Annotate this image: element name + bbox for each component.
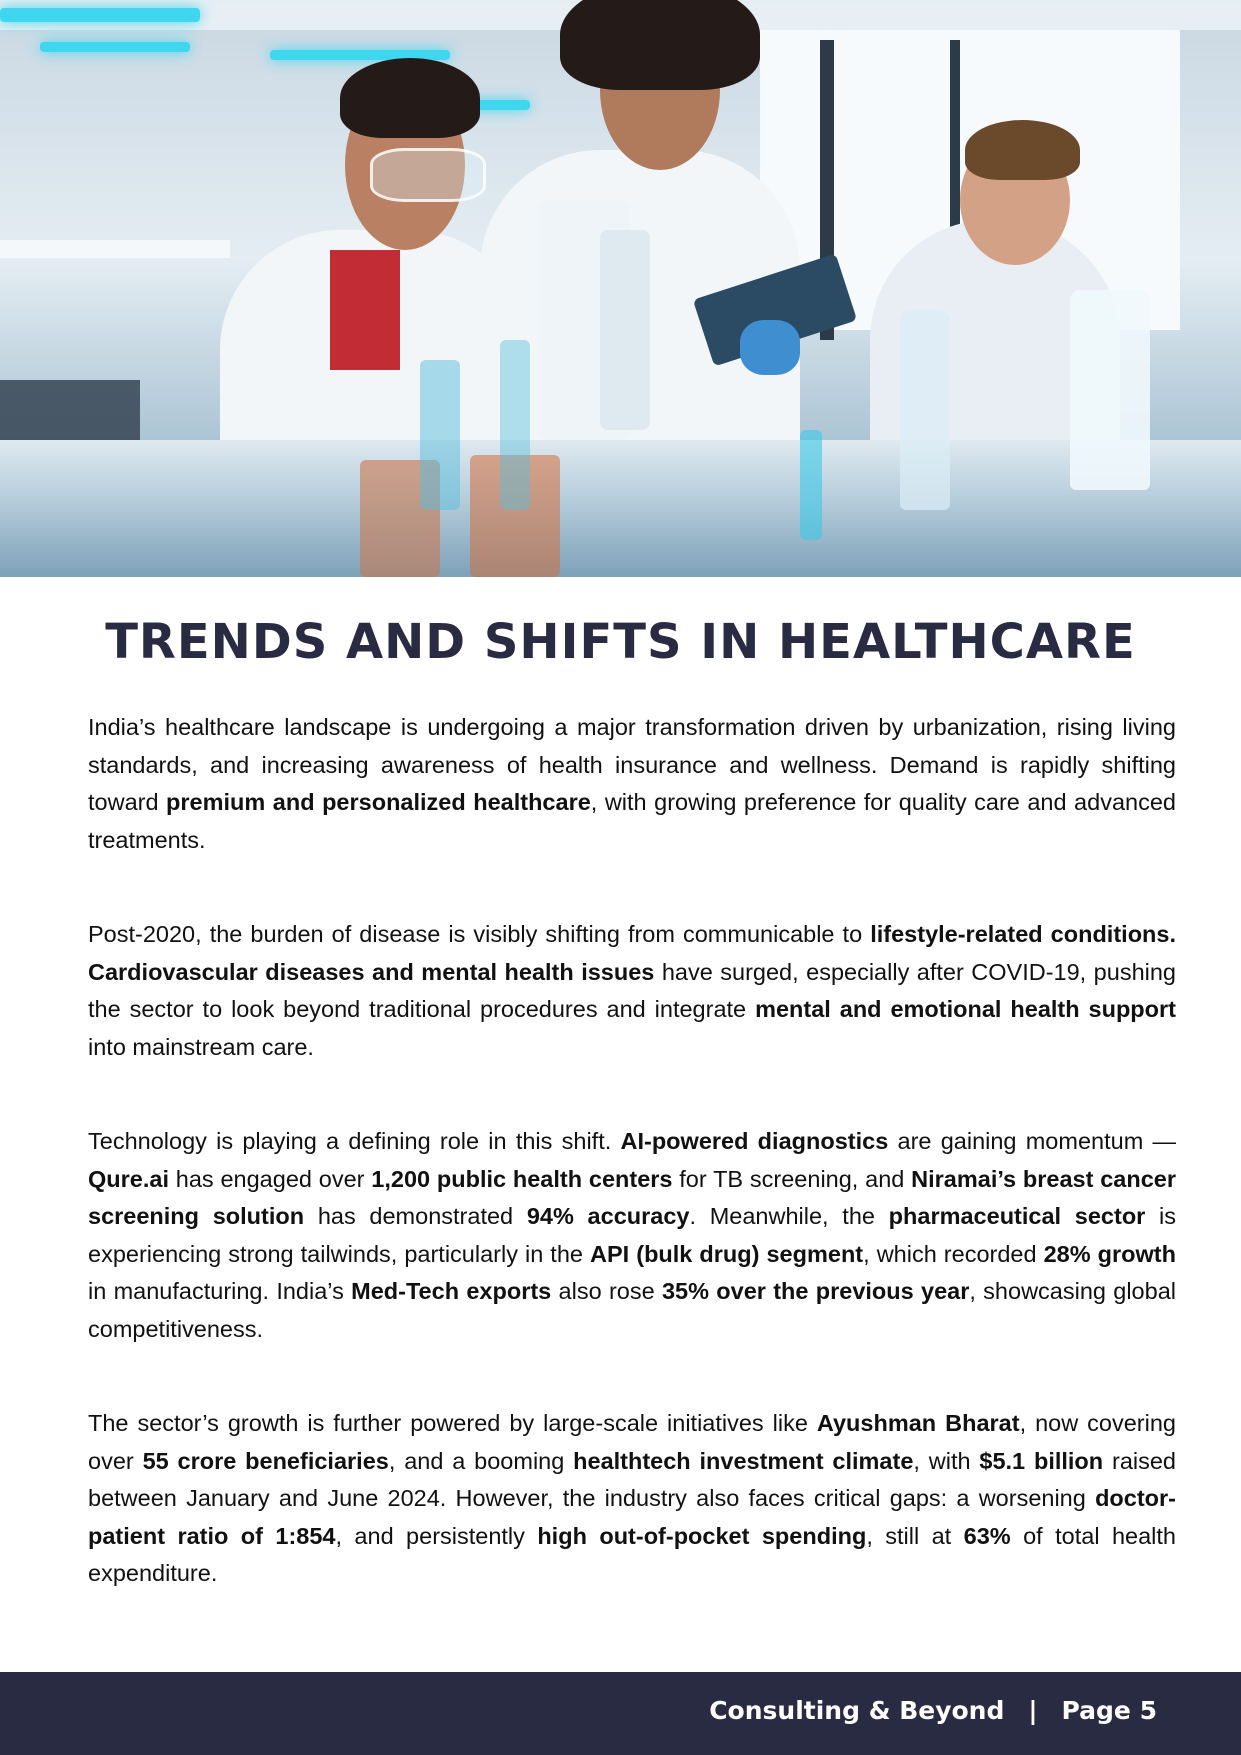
text-run: are gaining momentum — bbox=[888, 1128, 1177, 1154]
text-run: , now covering over bbox=[88, 1410, 1176, 1474]
text-run-bold: 94% accuracy bbox=[526, 1203, 690, 1229]
text-run-bold: mental and emotional health support bbox=[755, 996, 1176, 1022]
text-run-bold: AI-powered diagnostics bbox=[620, 1128, 889, 1154]
text-run-bold: lifestyle-related conditions. Cardiovascular diseases and mental health issues bbox=[88, 921, 1177, 985]
lab-bench bbox=[0, 440, 1241, 577]
text-run-bold: Qure.ai bbox=[88, 1165, 169, 1192]
text-run: Post-2020, the burden of disease is visibly shifting from communicable to bbox=[88, 921, 871, 947]
text-run-bold: Niramai’s breast cancer screening solution bbox=[88, 1165, 1176, 1229]
footer-brand: Consulting & Beyond bbox=[709, 1696, 1005, 1725]
text-run-bold: 28% growth bbox=[1043, 1240, 1176, 1267]
text-run: , and persistently bbox=[335, 1522, 538, 1549]
text-run: raised between January and June 2024. However, the industry also faces critical gaps: a worsening bbox=[88, 1447, 1176, 1511]
text-run: also rose bbox=[551, 1278, 662, 1304]
text-run: into mainstream care. bbox=[88, 1033, 314, 1060]
paragraph-market-shift bbox=[88, 709, 1176, 859]
text-run-bold: healthtech investment climate bbox=[573, 1447, 914, 1474]
text-run: , and a booming bbox=[388, 1447, 574, 1474]
text-run: is experiencing strong tailwinds, particularly in the bbox=[88, 1203, 1177, 1267]
text-run: . Meanwhile, the bbox=[689, 1203, 889, 1229]
text-run: , still at bbox=[866, 1522, 964, 1549]
text-run: has demonstrated bbox=[304, 1203, 527, 1229]
text-run: in manufacturing. India’s bbox=[88, 1278, 352, 1304]
page-number: Page 5 bbox=[1061, 1696, 1157, 1725]
text-run-bold: 1,200 public health centers bbox=[371, 1165, 673, 1192]
body-text bbox=[88, 709, 1176, 1650]
text-run: , with growing preference for quality care and advanced treatments. bbox=[88, 789, 1176, 853]
text-run-bold: Med-Tech exports bbox=[351, 1278, 552, 1304]
paragraph-initiatives bbox=[88, 1405, 1176, 1593]
text-run: , showcasing global competitiveness. bbox=[88, 1278, 1176, 1342]
text-run-bold: 55 crore beneficiaries bbox=[142, 1447, 389, 1474]
page-title: TRENDS AND SHIFTS IN HEALTHCARE bbox=[105, 614, 1136, 670]
text-run: , with bbox=[913, 1447, 980, 1474]
text-run-bold: $5.1 billion bbox=[979, 1447, 1104, 1474]
footer-text bbox=[709, 1672, 1157, 1755]
text-run: have surged, especially after COVID-19, pushing the sector to look beyond traditional procedures and integrate bbox=[88, 958, 1176, 1022]
page-footer bbox=[0, 1672, 1241, 1755]
text-run-bold: premium and personalized healthcare bbox=[166, 789, 591, 815]
text-run: of total health expenditure. bbox=[88, 1522, 1176, 1586]
footer-separator: | bbox=[1028, 1696, 1038, 1725]
paragraph-disease-burden bbox=[88, 916, 1176, 1066]
paragraph-technology bbox=[88, 1123, 1176, 1348]
hero-lab-photo bbox=[0, 0, 1241, 577]
text-run-bold: pharmaceutical sector bbox=[888, 1203, 1146, 1229]
text-run-bold: doctor-patient ratio of 1:854 bbox=[88, 1485, 1176, 1549]
text-run: The sector’s growth is further powered by large-scale initiatives like bbox=[88, 1410, 817, 1436]
text-run: Technology is playing a defining role in this shift. bbox=[88, 1128, 621, 1154]
text-run: India’s healthcare landscape is undergoing a major transformation driven by urbanization, rising living standards, and increasing awareness of health insurance and wellness. Demand is rapidly shifting toward bbox=[88, 714, 1176, 815]
text-run-bold: Ayushman Bharat bbox=[816, 1410, 1020, 1436]
text-run-bold: 35% over the previous year bbox=[661, 1278, 970, 1304]
text-run-bold: 63% bbox=[963, 1522, 1011, 1549]
text-run-bold: high out-of-pocket spending bbox=[537, 1522, 867, 1549]
text-run-bold: API (bulk drug) segment bbox=[590, 1240, 864, 1267]
text-run: has engaged over bbox=[168, 1165, 372, 1192]
text-run: for TB screening, and bbox=[672, 1165, 912, 1192]
text-run: , which recorded bbox=[863, 1240, 1044, 1267]
